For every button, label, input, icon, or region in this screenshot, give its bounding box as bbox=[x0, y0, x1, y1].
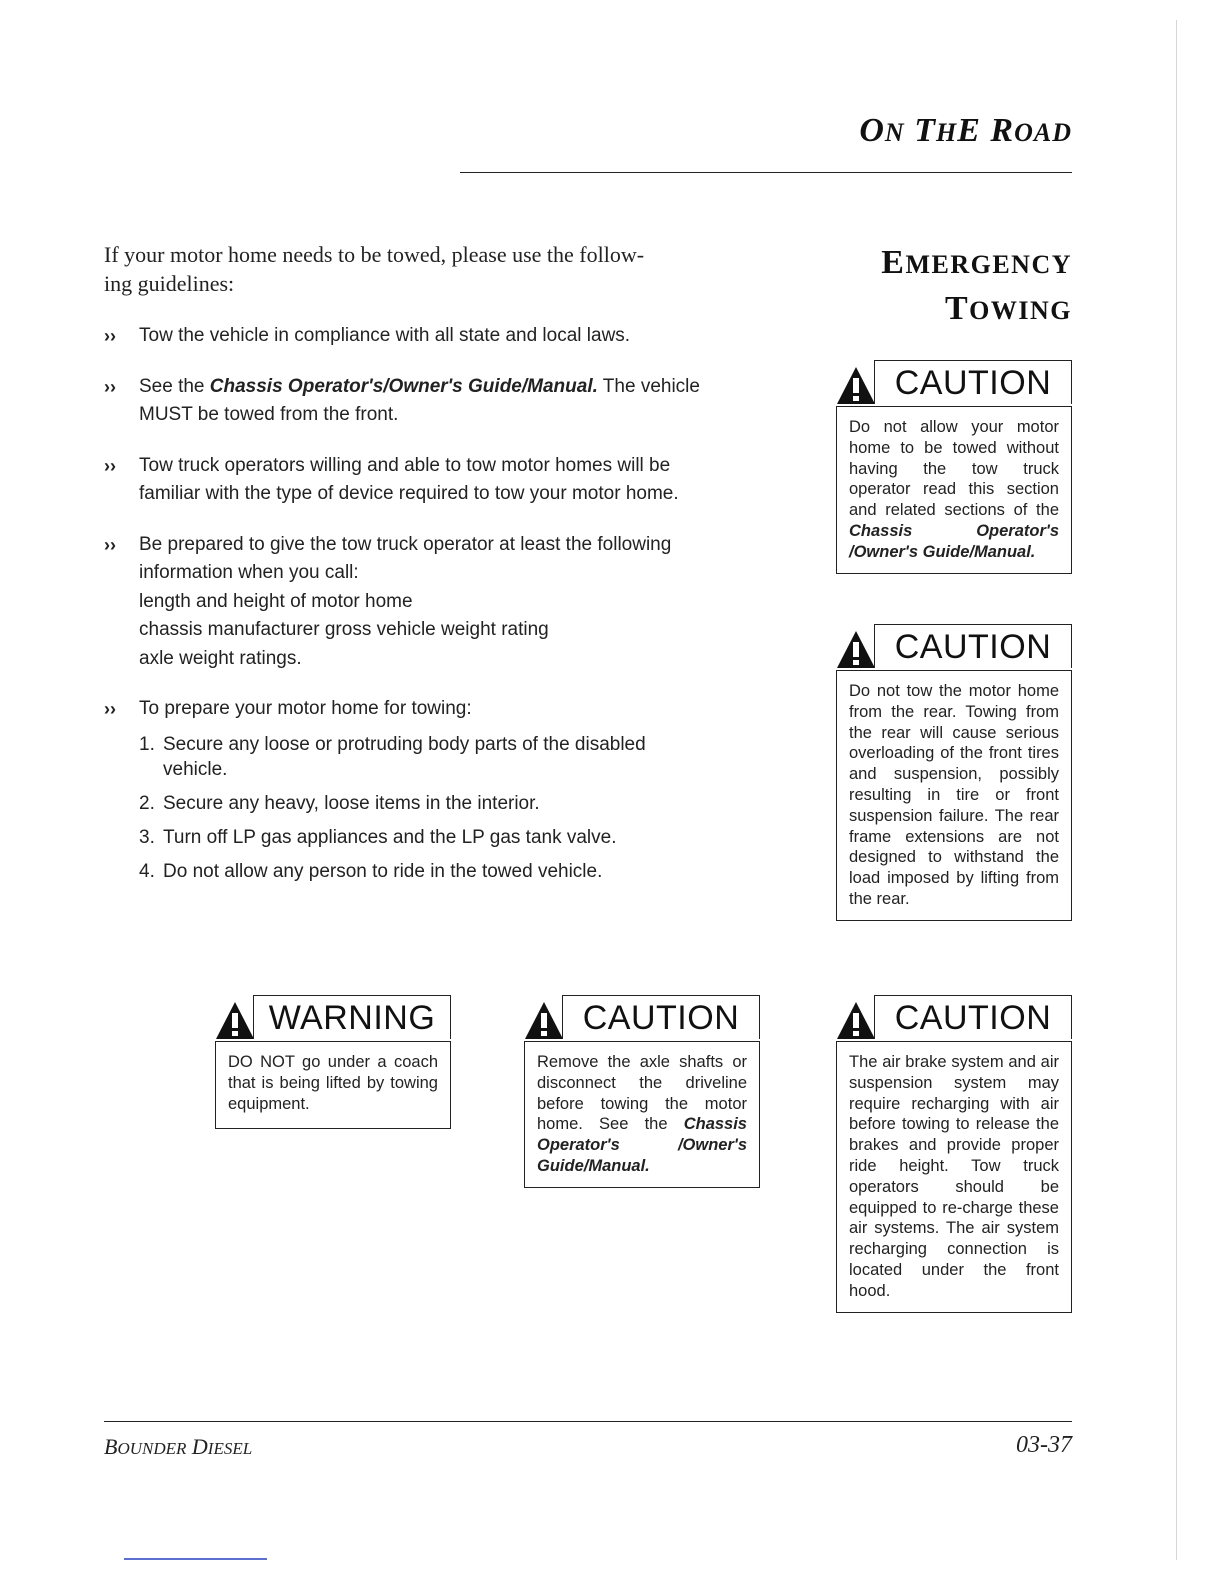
guideline-item: ›› Tow the vehicle in compliance with all state and local laws. bbox=[104, 322, 714, 351]
caution-text: The air brake system and air suspension system may require recharging with air before towing to release the brakes and provide proper ride height. Tow truck operators should be equipped to re-charge these air systems. The air system recharging connection is located under the front hood. bbox=[836, 1041, 1072, 1313]
chevron-icon: ›› bbox=[104, 326, 116, 346]
header-rule bbox=[460, 172, 1072, 173]
chevron-icon: ›› bbox=[104, 534, 116, 555]
caution-label: CAUTION bbox=[874, 995, 1072, 1039]
warning-triangle-icon bbox=[524, 1000, 564, 1040]
warning-label: WARNING bbox=[253, 995, 451, 1039]
caution-sign-2 bbox=[836, 624, 1072, 921]
chapter-title: ON THE ROAD bbox=[859, 112, 1072, 149]
footer-product-name: BOUNDER DIESEL bbox=[104, 1434, 253, 1459]
warning-triangle-icon bbox=[836, 629, 876, 669]
chevron-icon: ›› bbox=[104, 455, 116, 476]
guideline-item: ›› To prepare your motor home for towing: 1. Secure any loose or protruding body parts of the disabled vehicle. 2. Secure any heavy, loose items in the interior. 3. Turn off LP gas appliances and the LP gas tank valve. 4. Do not allow any person to ride in the towed vehicle. bbox=[104, 695, 714, 884]
caution-label: CAUTION bbox=[562, 995, 760, 1039]
warning-sign bbox=[215, 995, 451, 1129]
caution-text: Do not tow the motor home from the rear. Towing from the rear will cause serious overloading of the front tires and suspension, possibly resulting in tire or front suspension failure. The rear frame extensions are not designed to withstand the load imposed by lifting from the rear. bbox=[836, 670, 1072, 921]
caution-sign-3 bbox=[524, 995, 760, 1188]
intro-paragraph: If your motor home needs to be towed, please use the follow- ing guidelines: bbox=[104, 242, 645, 296]
section-title-line-2: TOWING bbox=[944, 290, 1072, 327]
chevron-icon: ›› bbox=[104, 376, 116, 397]
warning-triangle-icon bbox=[836, 365, 876, 405]
caution-text: Remove the axle shafts or disconnect the driveline before towing the motor home. See the Chassis Operator's /Owner's Guide/Manual. bbox=[524, 1041, 760, 1188]
chevron-icon: ›› bbox=[104, 699, 116, 719]
step-item: 4. Do not allow any person to ride in the towed vehicle. bbox=[139, 860, 603, 882]
caution-text: Do not allow your motor home to be towed without having the tow truck operator read this section and related sections of the Chassis Operator's /Owner's Guide/Manual. bbox=[836, 406, 1072, 574]
step-item: 3. Turn off LP gas appliances and the LP gas tank valve. bbox=[139, 826, 617, 848]
manual-reference: Chassis Operator's/Owner's Guide/Manual. bbox=[209, 375, 598, 397]
section-title-line-1: EMERGENCY bbox=[881, 244, 1072, 281]
page-number: 03-37 bbox=[1016, 1432, 1072, 1458]
caution-label: CAUTION bbox=[874, 360, 1072, 404]
guideline-item: ›› See the Chassis Operator's/Owner's Guide/Manual. The vehicle MUST be towed from the front. bbox=[104, 373, 714, 430]
step-item: 2. Secure any heavy, loose items in the interior. bbox=[139, 792, 540, 814]
footer-rule bbox=[104, 1421, 1072, 1422]
caution-sign-4 bbox=[836, 995, 1072, 1313]
warning-triangle-icon bbox=[836, 1000, 876, 1040]
scan-mark bbox=[124, 1558, 267, 1560]
step-item: 1. Secure any loose or protruding body parts of the disabled vehicle. bbox=[139, 733, 646, 780]
warning-triangle-icon bbox=[215, 1000, 255, 1040]
guideline-item: ›› Tow truck operators willing and able to tow motor homes will be familiar with the type of device required to tow your motor home. bbox=[104, 452, 714, 509]
page-edge-rule bbox=[1176, 20, 1177, 1560]
caution-label: CAUTION bbox=[874, 624, 1072, 668]
warning-text: DO NOT go under a coach that is being lifted by towing equipment. bbox=[215, 1041, 451, 1129]
guidelines-list bbox=[104, 322, 714, 906]
caution-sign-1 bbox=[836, 360, 1072, 574]
guideline-item: ›› Be prepared to give the tow truck operator at least the following information when you call: length and height of motor home chassis manufacturer gross vehicle weight rating axle weight ratings. bbox=[104, 531, 714, 674]
towing-steps bbox=[139, 732, 714, 884]
